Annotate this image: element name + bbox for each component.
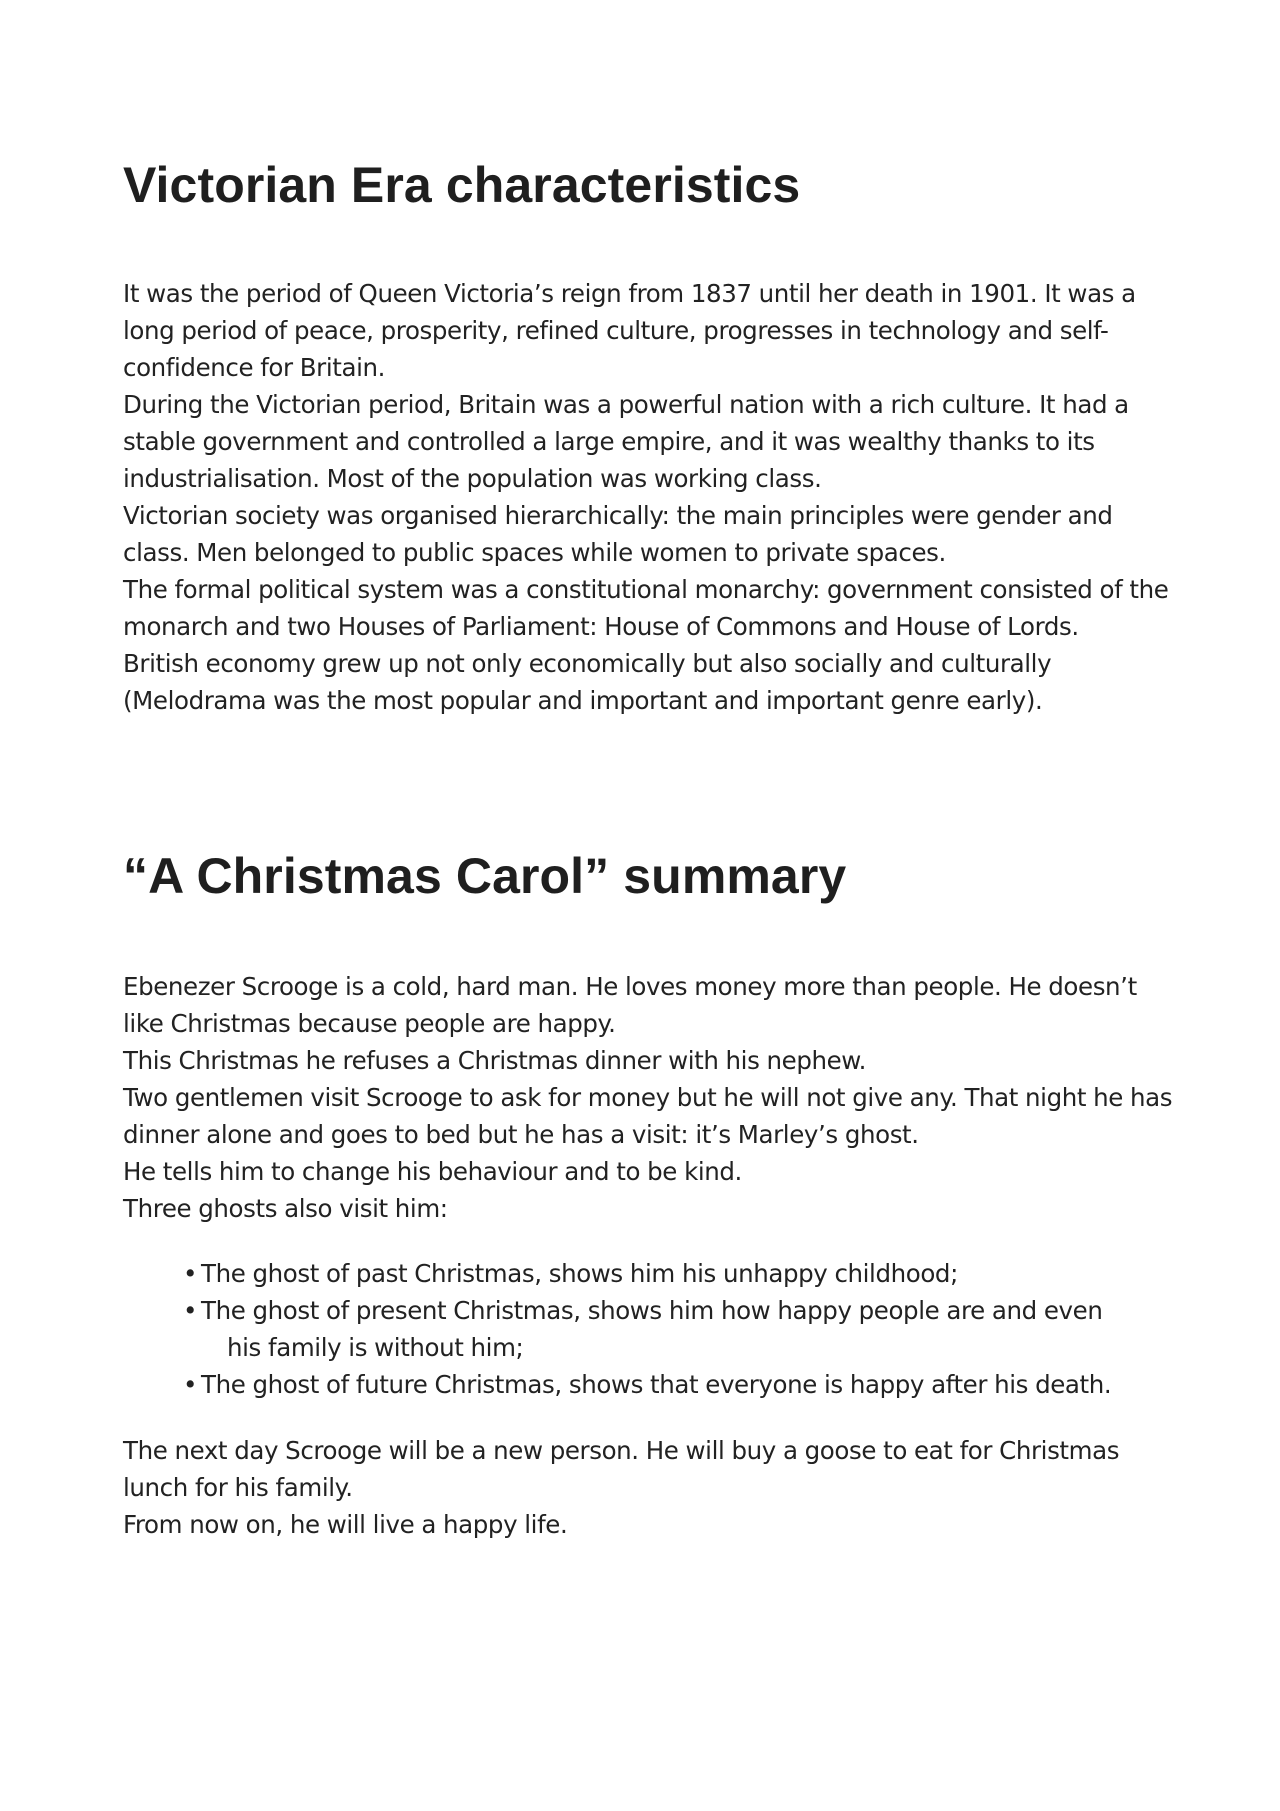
paragraph: From now on, he will live a happy life. [123, 1510, 568, 1539]
section-closing-christmas-carol [123, 1432, 1183, 1543]
paragraph: Three ghosts also visit him: [123, 1194, 448, 1223]
paragraph: During the Victorian period, Britain was a powerful nation with a rich culture. It had a stable government and controlled a large empire, and it was wealthy thanks to its industrialisation. Most of the population was working class. [123, 390, 1129, 493]
section-title-christmas-carol: “A Christmas Carol” summary [123, 848, 847, 904]
paragraph: British economy grew up not only economically but also socially and culturally (Melodrama was the most popular and important and important genre early). [123, 649, 1052, 715]
list-item [183, 1255, 1183, 1292]
paragraph: Two gentlemen visit Scrooge to ask for money but he will not give any. That night he has dinner alone and goes to bed but he has a visit: it’s Marley’s ghost. [123, 1083, 1173, 1149]
section-title-victorian-era: Victorian Era characteristics [123, 157, 801, 213]
bullet-dot-icon: • [183, 1370, 198, 1399]
paragraph: Ebenezer Scrooge is a cold, hard man. He loves money more than people. He doesn’t like Christmas because people are happy. [123, 972, 1137, 1038]
paragraph: It was the period of Queen Victoria’s reign from 1837 until her death in 1901. It was a long period of peace, prosperity, refined culture, progresses in technology and self-confidence for Britain. [123, 279, 1136, 382]
list-item-text: The ghost of past Christmas, shows him his unhappy childhood; [201, 1259, 958, 1288]
list-item-text: The ghost of future Christmas, shows that everyone is happy after his death. [201, 1370, 1112, 1399]
list-item-text-line: The ghost of present Christmas, shows him how happy people are and even [201, 1296, 1103, 1325]
paragraph: This Christmas he refuses a Christmas dinner with his nephew. [123, 1046, 867, 1075]
paragraph: The next day Scrooge will be a new person. He will buy a goose to eat for Christmas lunch for his family. [123, 1436, 1120, 1502]
section-body-christmas-carol [123, 968, 1183, 1227]
list-item-text-line: his family is without him; [227, 1333, 524, 1362]
list-item [183, 1292, 1183, 1366]
paragraph: Victorian society was organised hierarchically: the main principles were gender and class. Men belonged to public spaces while women to private spaces. [123, 501, 1113, 567]
paragraph: The formal political system was a constitutional monarchy: government consisted of the monarch and two Houses of Parliament: House of Commons and House of Lords. [123, 575, 1169, 641]
section-body-victorian-era [123, 275, 1183, 719]
bullet-dot-icon: • [183, 1296, 198, 1325]
paragraph: He tells him to change his behaviour and to be kind. [123, 1157, 742, 1186]
bullet-dot-icon: • [183, 1259, 198, 1288]
ghosts-bullet-list [183, 1255, 1183, 1403]
list-item [183, 1366, 1183, 1403]
list-item-text [201, 1292, 1183, 1366]
